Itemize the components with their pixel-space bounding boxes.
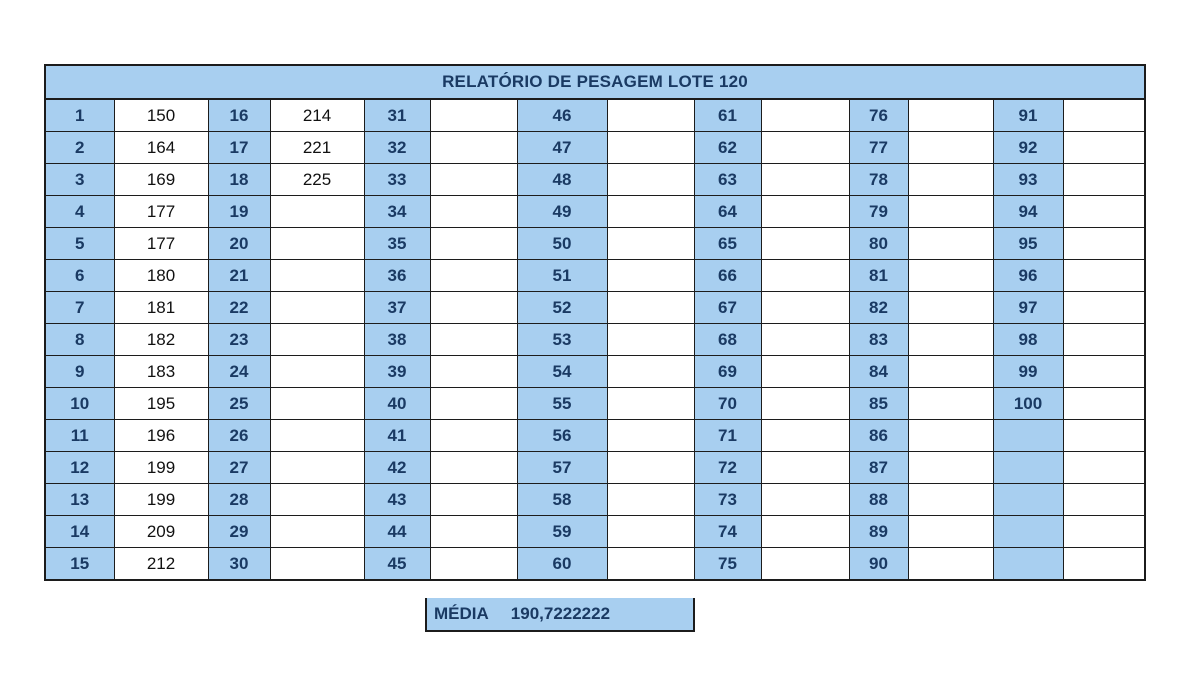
weight-cell-94 <box>1063 196 1144 228</box>
weight-cell-73 <box>761 484 849 516</box>
weight-cell-17: 221 <box>270 132 364 164</box>
weight-cell-12: 199 <box>114 452 208 484</box>
animal-number-88: 88 <box>849 484 908 516</box>
animal-number-47: 47 <box>517 132 607 164</box>
animal-number-56: 56 <box>517 420 607 452</box>
weight-cell-98 <box>1063 324 1144 356</box>
animal-number-62: 62 <box>694 132 761 164</box>
animal-number-86: 86 <box>849 420 908 452</box>
animal-number-30: 30 <box>208 548 270 580</box>
animal-number-78: 78 <box>849 164 908 196</box>
weight-cell-59 <box>607 516 694 548</box>
animal-number-85: 85 <box>849 388 908 420</box>
weight-cell-28 <box>270 484 364 516</box>
weight-cell-56 <box>607 420 694 452</box>
weight-cell-92 <box>1063 132 1144 164</box>
animal-number-68: 68 <box>694 324 761 356</box>
empty-weight-cell <box>1063 484 1144 516</box>
animal-number-10: 10 <box>46 388 114 420</box>
animal-number-18: 18 <box>208 164 270 196</box>
animal-number-25: 25 <box>208 388 270 420</box>
animal-number-73: 73 <box>694 484 761 516</box>
weight-cell-57 <box>607 452 694 484</box>
weight-cell-33 <box>430 164 517 196</box>
animal-number-71: 71 <box>694 420 761 452</box>
animal-number-24: 24 <box>208 356 270 388</box>
animal-number-65: 65 <box>694 228 761 260</box>
weight-cell-65 <box>761 228 849 260</box>
grid-row <box>46 356 1144 388</box>
animal-number-43: 43 <box>364 484 430 516</box>
weight-cell-80 <box>908 228 993 260</box>
weight-cell-26 <box>270 420 364 452</box>
empty-weight-cell <box>1063 516 1144 548</box>
animal-number-15: 15 <box>46 548 114 580</box>
animal-number-44: 44 <box>364 516 430 548</box>
weight-cell-58 <box>607 484 694 516</box>
animal-number-99: 99 <box>993 356 1063 388</box>
animal-number-76: 76 <box>849 100 908 132</box>
weight-cell-22 <box>270 292 364 324</box>
animal-number-1: 1 <box>46 100 114 132</box>
weight-cell-42 <box>430 452 517 484</box>
weight-cell-3: 169 <box>114 164 208 196</box>
weight-cell-69 <box>761 356 849 388</box>
weight-cell-1: 150 <box>114 100 208 132</box>
animal-number-40: 40 <box>364 388 430 420</box>
animal-number-3: 3 <box>46 164 114 196</box>
animal-number-28: 28 <box>208 484 270 516</box>
animal-number-95: 95 <box>993 228 1063 260</box>
weight-cell-20 <box>270 228 364 260</box>
animal-number-61: 61 <box>694 100 761 132</box>
animal-number-41: 41 <box>364 420 430 452</box>
empty-number-cell <box>993 516 1063 548</box>
weight-cell-43 <box>430 484 517 516</box>
weight-cell-2: 164 <box>114 132 208 164</box>
weight-cell-29 <box>270 516 364 548</box>
animal-number-96: 96 <box>993 260 1063 292</box>
weight-cell-37 <box>430 292 517 324</box>
weight-cell-77 <box>908 132 993 164</box>
weight-cell-19 <box>270 196 364 228</box>
grid-row <box>46 516 1144 548</box>
animal-number-80: 80 <box>849 228 908 260</box>
weight-cell-88 <box>908 484 993 516</box>
animal-number-11: 11 <box>46 420 114 452</box>
animal-number-36: 36 <box>364 260 430 292</box>
empty-number-cell <box>993 484 1063 516</box>
weight-cell-78 <box>908 164 993 196</box>
animal-number-60: 60 <box>517 548 607 580</box>
animal-number-12: 12 <box>46 452 114 484</box>
empty-weight-cell <box>1063 420 1144 452</box>
weight-cell-87 <box>908 452 993 484</box>
weight-cell-8: 182 <box>114 324 208 356</box>
animal-number-26: 26 <box>208 420 270 452</box>
animal-number-92: 92 <box>993 132 1063 164</box>
average-label: MÉDIA <box>434 604 489 623</box>
weight-cell-51 <box>607 260 694 292</box>
weight-cell-54 <box>607 356 694 388</box>
animal-number-22: 22 <box>208 292 270 324</box>
weighing-grid <box>46 100 1144 579</box>
animal-number-50: 50 <box>517 228 607 260</box>
weight-cell-97 <box>1063 292 1144 324</box>
weight-cell-7: 181 <box>114 292 208 324</box>
animal-number-5: 5 <box>46 228 114 260</box>
weight-cell-55 <box>607 388 694 420</box>
animal-number-63: 63 <box>694 164 761 196</box>
animal-number-33: 33 <box>364 164 430 196</box>
weight-cell-6: 180 <box>114 260 208 292</box>
animal-number-2: 2 <box>46 132 114 164</box>
grid-row <box>46 452 1144 484</box>
animal-number-45: 45 <box>364 548 430 580</box>
weight-cell-93 <box>1063 164 1144 196</box>
grid-row <box>46 324 1144 356</box>
grid-row <box>46 196 1144 228</box>
animal-number-49: 49 <box>517 196 607 228</box>
weight-cell-32 <box>430 132 517 164</box>
animal-number-19: 19 <box>208 196 270 228</box>
animal-number-6: 6 <box>46 260 114 292</box>
weight-cell-24 <box>270 356 364 388</box>
animal-number-64: 64 <box>694 196 761 228</box>
empty-number-cell <box>993 420 1063 452</box>
grid-row <box>46 132 1144 164</box>
weight-cell-13: 199 <box>114 484 208 516</box>
animal-number-97: 97 <box>993 292 1063 324</box>
weight-cell-39 <box>430 356 517 388</box>
weight-cell-85 <box>908 388 993 420</box>
animal-number-14: 14 <box>46 516 114 548</box>
animal-number-57: 57 <box>517 452 607 484</box>
animal-number-52: 52 <box>517 292 607 324</box>
grid-row <box>46 260 1144 292</box>
weight-cell-48 <box>607 164 694 196</box>
weight-cell-63 <box>761 164 849 196</box>
animal-number-98: 98 <box>993 324 1063 356</box>
weight-cell-40 <box>430 388 517 420</box>
animal-number-66: 66 <box>694 260 761 292</box>
animal-number-58: 58 <box>517 484 607 516</box>
animal-number-90: 90 <box>849 548 908 580</box>
weight-cell-11: 196 <box>114 420 208 452</box>
weight-cell-10: 195 <box>114 388 208 420</box>
animal-number-51: 51 <box>517 260 607 292</box>
weight-cell-53 <box>607 324 694 356</box>
weight-cell-95 <box>1063 228 1144 260</box>
animal-number-74: 74 <box>694 516 761 548</box>
weight-cell-5: 177 <box>114 228 208 260</box>
animal-number-32: 32 <box>364 132 430 164</box>
weight-cell-96 <box>1063 260 1144 292</box>
weight-cell-38 <box>430 324 517 356</box>
weight-cell-25 <box>270 388 364 420</box>
animal-number-79: 79 <box>849 196 908 228</box>
weight-cell-71 <box>761 420 849 452</box>
animal-number-16: 16 <box>208 100 270 132</box>
animal-number-87: 87 <box>849 452 908 484</box>
animal-number-70: 70 <box>694 388 761 420</box>
grid-row <box>46 164 1144 196</box>
animal-number-4: 4 <box>46 196 114 228</box>
grid-row <box>46 100 1144 132</box>
empty-weight-cell <box>1063 452 1144 484</box>
report-title: RELATÓRIO DE PESAGEM LOTE 120 <box>46 66 1144 100</box>
animal-number-29: 29 <box>208 516 270 548</box>
average-value: 190,7222222 <box>510 604 611 623</box>
animal-number-77: 77 <box>849 132 908 164</box>
grid-row <box>46 228 1144 260</box>
weight-cell-34 <box>430 196 517 228</box>
animal-number-94: 94 <box>993 196 1063 228</box>
weight-cell-100 <box>1063 388 1144 420</box>
animal-number-27: 27 <box>208 452 270 484</box>
animal-number-89: 89 <box>849 516 908 548</box>
weight-cell-75 <box>761 548 849 580</box>
weight-cell-21 <box>270 260 364 292</box>
animal-number-9: 9 <box>46 356 114 388</box>
grid-row <box>46 420 1144 452</box>
weight-cell-36 <box>430 260 517 292</box>
animal-number-20: 20 <box>208 228 270 260</box>
weight-cell-52 <box>607 292 694 324</box>
weight-cell-4: 177 <box>114 196 208 228</box>
weight-cell-46 <box>607 100 694 132</box>
weight-cell-81 <box>908 260 993 292</box>
weight-cell-62 <box>761 132 849 164</box>
weight-cell-16: 214 <box>270 100 364 132</box>
empty-number-cell <box>993 452 1063 484</box>
animal-number-7: 7 <box>46 292 114 324</box>
weight-cell-60 <box>607 548 694 580</box>
weight-cell-82 <box>908 292 993 324</box>
animal-number-8: 8 <box>46 324 114 356</box>
weight-cell-76 <box>908 100 993 132</box>
weight-cell-44 <box>430 516 517 548</box>
animal-number-67: 67 <box>694 292 761 324</box>
weight-cell-86 <box>908 420 993 452</box>
animal-number-31: 31 <box>364 100 430 132</box>
average-row <box>425 598 695 632</box>
weight-cell-61 <box>761 100 849 132</box>
grid-row <box>46 484 1144 516</box>
empty-weight-cell <box>1063 548 1144 580</box>
animal-number-81: 81 <box>849 260 908 292</box>
weight-cell-84 <box>908 356 993 388</box>
weight-cell-50 <box>607 228 694 260</box>
weight-cell-66 <box>761 260 849 292</box>
weight-cell-91 <box>1063 100 1144 132</box>
animal-number-34: 34 <box>364 196 430 228</box>
weight-cell-31 <box>430 100 517 132</box>
animal-number-17: 17 <box>208 132 270 164</box>
weight-cell-89 <box>908 516 993 548</box>
grid-row <box>46 548 1144 580</box>
weight-cell-90 <box>908 548 993 580</box>
empty-number-cell <box>993 548 1063 580</box>
animal-number-23: 23 <box>208 324 270 356</box>
animal-number-93: 93 <box>993 164 1063 196</box>
animal-number-21: 21 <box>208 260 270 292</box>
animal-number-48: 48 <box>517 164 607 196</box>
grid-row <box>46 292 1144 324</box>
weight-cell-35 <box>430 228 517 260</box>
weight-cell-72 <box>761 452 849 484</box>
animal-number-72: 72 <box>694 452 761 484</box>
animal-number-39: 39 <box>364 356 430 388</box>
weight-cell-64 <box>761 196 849 228</box>
animal-number-35: 35 <box>364 228 430 260</box>
weight-cell-67 <box>761 292 849 324</box>
animal-number-82: 82 <box>849 292 908 324</box>
weight-cell-74 <box>761 516 849 548</box>
animal-number-84: 84 <box>849 356 908 388</box>
animal-number-75: 75 <box>694 548 761 580</box>
weight-cell-68 <box>761 324 849 356</box>
weight-cell-30 <box>270 548 364 580</box>
animal-number-59: 59 <box>517 516 607 548</box>
weight-cell-41 <box>430 420 517 452</box>
animal-number-100: 100 <box>993 388 1063 420</box>
weight-cell-45 <box>430 548 517 580</box>
weight-cell-47 <box>607 132 694 164</box>
weight-cell-99 <box>1063 356 1144 388</box>
weight-cell-23 <box>270 324 364 356</box>
animal-number-91: 91 <box>993 100 1063 132</box>
weight-cell-79 <box>908 196 993 228</box>
animal-number-13: 13 <box>46 484 114 516</box>
weighing-report <box>44 64 1146 581</box>
grid-row <box>46 388 1144 420</box>
weight-cell-83 <box>908 324 993 356</box>
weight-cell-70 <box>761 388 849 420</box>
animal-number-37: 37 <box>364 292 430 324</box>
weight-cell-18: 225 <box>270 164 364 196</box>
weight-cell-49 <box>607 196 694 228</box>
animal-number-42: 42 <box>364 452 430 484</box>
weight-cell-27 <box>270 452 364 484</box>
animal-number-54: 54 <box>517 356 607 388</box>
animal-number-53: 53 <box>517 324 607 356</box>
weight-cell-14: 209 <box>114 516 208 548</box>
animal-number-38: 38 <box>364 324 430 356</box>
animal-number-69: 69 <box>694 356 761 388</box>
weight-cell-15: 212 <box>114 548 208 580</box>
animal-number-46: 46 <box>517 100 607 132</box>
animal-number-55: 55 <box>517 388 607 420</box>
weight-cell-9: 183 <box>114 356 208 388</box>
animal-number-83: 83 <box>849 324 908 356</box>
